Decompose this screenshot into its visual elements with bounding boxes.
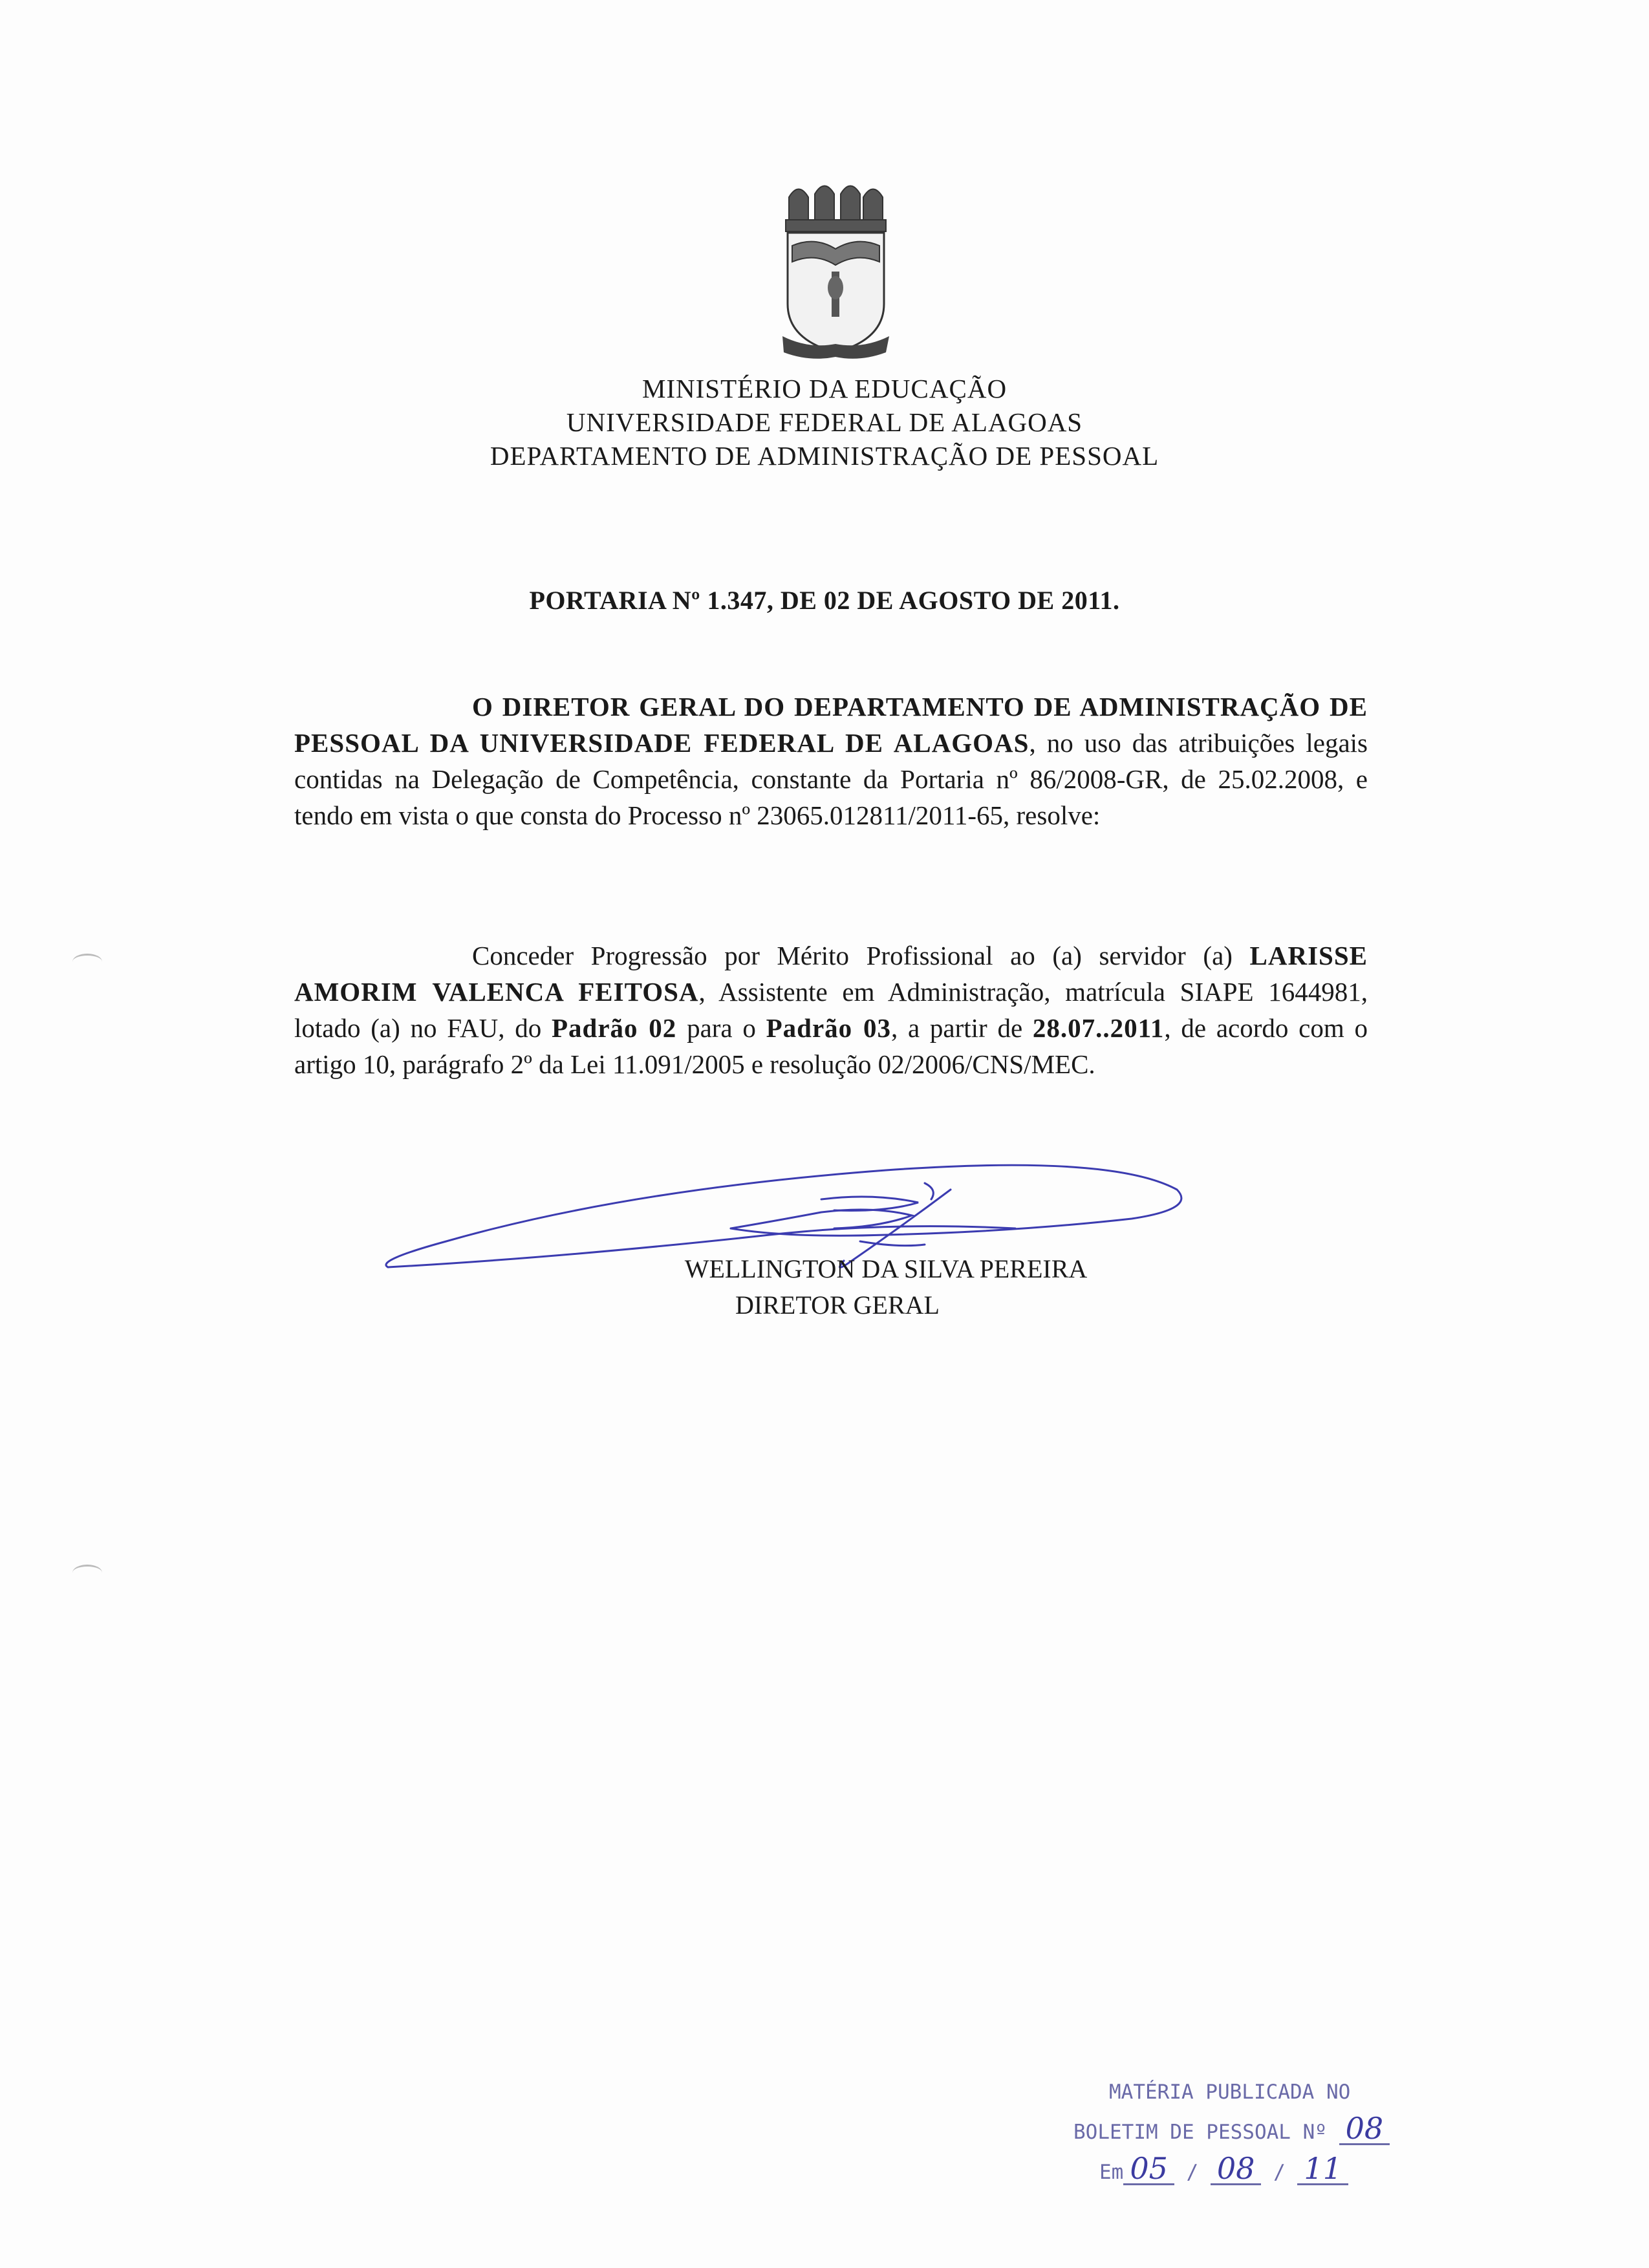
effective-date: 28.07..2011 [1032, 1013, 1165, 1043]
signature-block [0, 1251, 1649, 1323]
bulletin-number: 08 [1339, 2113, 1390, 2145]
stamp-month: 08 [1211, 2154, 1262, 2185]
resolution-text-3: para o [676, 1013, 766, 1043]
stamp-date-line: Em 05 / 08 / 11 [1073, 2152, 1487, 2192]
university-line: UNIVERSIDADE FEDERAL DE ALAGOAS [566, 407, 1083, 437]
stamp-year: 11 [1297, 2154, 1348, 2185]
resolution-text-2: , Assistente em Administração, matrícula SIAPE 1644981, lotado (a) no FAU, do [294, 977, 1368, 1043]
ministry-line: MINISTÉRIO DA EDUCAÇÃO [641, 374, 1008, 403]
stamp-line-2-text: BOLETIM DE PESSOAL Nº [1073, 2121, 1327, 2144]
department-line: DEPARTAMENTO DE ADMINISTRAÇÃO DE PESSOAL [490, 441, 1159, 471]
resolution-paragraph [294, 937, 1368, 1082]
preamble-text: , no uso das atribuições legais contidas na Delegação de Competência, constante da Portaria nº 86/2008-GR, de 25.02.2008, e tendo em vista o que consta do Processo nº 23065.012811/2011-65, resolve: [294, 728, 1368, 830]
authority-bold: O DIRETOR GERAL DO DEPARTAMENTO DE ADMINISTRAÇÃO DE PESSOAL DA UNIVERSIDADE FEDERAL DE ALAGOAS [294, 692, 1368, 758]
resolution-text-5: , de acordo com o artigo 10, parágrafo 2º da Lei 11.091/2005 e resolução 02/2006/CNS/MEC. [294, 1013, 1368, 1079]
document-title: PORTARIA Nº 1.347, DE 02 DE AGOSTO DE 2011. [529, 586, 1120, 615]
stamp-line-1: MATÉRIA PUBLICADA NO [1109, 2081, 1351, 2104]
preamble-paragraph [294, 689, 1368, 833]
resolution-text-4: , a partir de [890, 1013, 1033, 1043]
stamp-day: 05 [1123, 2154, 1174, 2185]
signer-role: DIRETOR GERAL [735, 1290, 940, 1320]
signer-name: WELLINGTON DA SILVA PEREIRA [684, 1254, 1088, 1283]
resolution-text-1: Conceder Progressão por Mérito Profissional ao (a) servidor (a) [472, 941, 1250, 970]
punch-hole-mark [72, 1565, 102, 1581]
stamp-line-2 [1073, 2112, 1487, 2152]
from-level: Padrão 02 [552, 1013, 677, 1043]
employee-name: LARISSE AMORIM VALENCA FEITOSA [294, 941, 1368, 1007]
publication-stamp [1073, 2072, 1487, 2192]
university-crest-emblem [770, 175, 899, 369]
to-level: Padrão 03 [766, 1013, 891, 1043]
letterhead [0, 372, 1649, 473]
punch-hole-mark [72, 954, 102, 970]
stamp-date-prefix: Em [1099, 2161, 1124, 2184]
